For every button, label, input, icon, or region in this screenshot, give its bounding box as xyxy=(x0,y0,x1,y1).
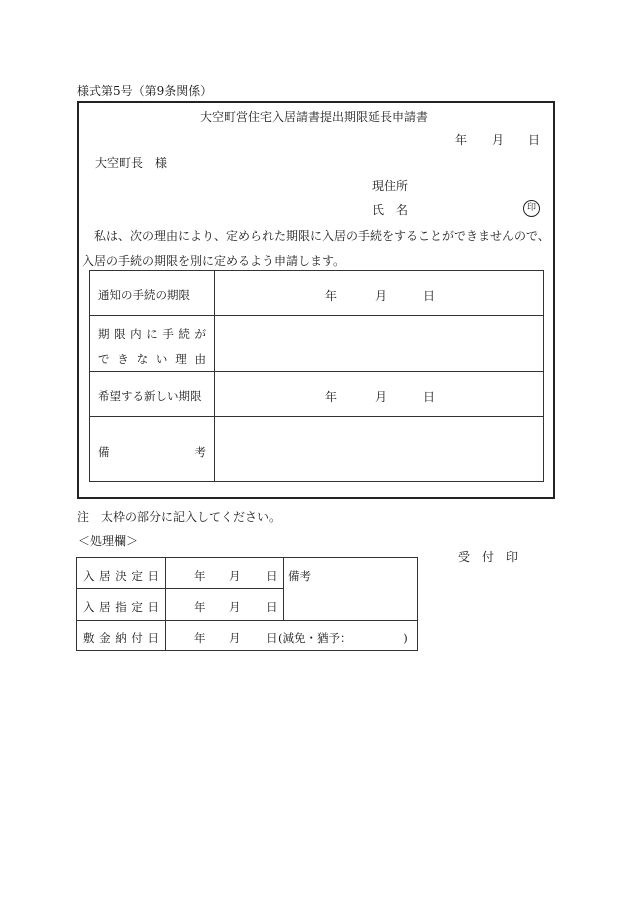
designated-day: 日 xyxy=(266,600,278,614)
processing-header: ＜処理欄＞ xyxy=(78,534,139,548)
seal-mark: 印 xyxy=(523,200,540,217)
move-in-decision-date-label: 入 居 決 定 日 xyxy=(83,569,159,583)
table-row-divider xyxy=(90,371,543,372)
reason-label xyxy=(98,326,206,367)
date-year: 年 xyxy=(455,133,468,147)
proc-row-divider xyxy=(77,620,417,621)
deposit-year: 年 xyxy=(194,631,206,645)
new-deadline-year: 年 xyxy=(325,390,338,404)
notice-deadline-year: 年 xyxy=(325,289,338,303)
reason-label-line-2: で き な い 理 由 xyxy=(98,352,206,366)
deposit-exemption-note: (減免・猶予： ) xyxy=(278,631,408,645)
remarks-label-right: 考 xyxy=(194,445,206,459)
designated-year: 年 xyxy=(194,600,206,614)
remarks-field[interactable] xyxy=(215,417,544,481)
processing-table xyxy=(76,557,418,651)
deposit-day: 日 xyxy=(266,631,278,645)
decision-month: 月 xyxy=(229,569,241,583)
date-day: 日 xyxy=(528,133,541,147)
deposit-month: 月 xyxy=(229,631,241,645)
proc-column-divider xyxy=(165,558,166,650)
receipt-stamp-label: 受 付 印 xyxy=(458,550,519,564)
new-deadline-day: 日 xyxy=(423,390,436,404)
decision-year: 年 xyxy=(194,569,206,583)
remarks-label xyxy=(98,444,206,460)
request-line-1: 私は、次の理由により、定められた期限に入居の手続をすることができませんので、 xyxy=(82,229,550,243)
proc-column-divider xyxy=(283,558,284,620)
reason-label-line-1: 期 限 内 に 手 続 が xyxy=(98,327,206,341)
name-label: 氏 名 xyxy=(372,203,409,217)
decision-day: 日 xyxy=(266,569,278,583)
new-deadline-month: 月 xyxy=(375,390,388,404)
move-in-designated-date-label: 入 居 指 定 日 xyxy=(83,600,159,614)
reason-field[interactable] xyxy=(215,316,544,371)
notice-deadline-month: 月 xyxy=(375,289,388,303)
designated-month: 月 xyxy=(229,600,241,614)
deposit-payment-date-label: 敷 金 納 付 日 xyxy=(83,631,159,645)
form-title: 大空町営住宅入居請書提出期限延長申請書 xyxy=(200,110,429,124)
request-line-2: 入居の手続の期限を別に定めるよう申請します。 xyxy=(82,254,346,268)
new-deadline-label: 希望する新しい期限 xyxy=(98,389,202,403)
notice-deadline-label: 通知の手続の期限 xyxy=(98,288,190,302)
proc-remarks-label: 備考 xyxy=(288,569,311,583)
address-label: 現住所 xyxy=(372,179,409,193)
form-number: 様式第5号（第9条関係） xyxy=(77,84,213,98)
addressee: 大空町長 様 xyxy=(95,156,168,170)
notice-deadline-day: 日 xyxy=(423,289,436,303)
remarks-label-left: 備 xyxy=(98,445,110,459)
request-text xyxy=(82,224,552,274)
date-month: 月 xyxy=(492,133,505,147)
application-table xyxy=(89,270,544,482)
note: 注 太枠の部分に記入してください。 xyxy=(77,510,282,524)
proc-row-divider xyxy=(77,588,283,589)
